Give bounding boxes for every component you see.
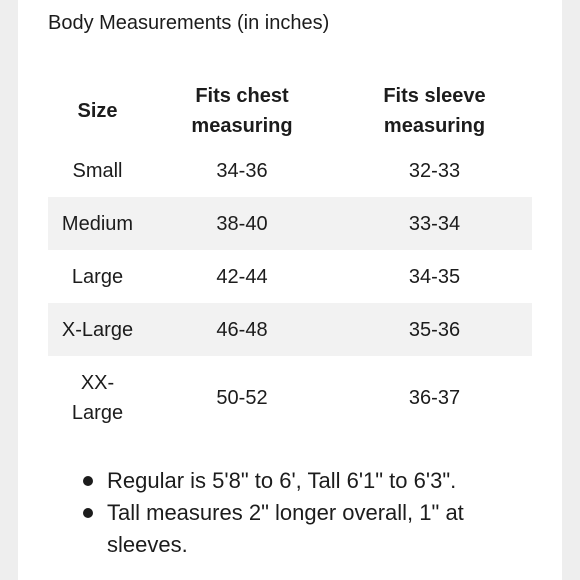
table-header-row	[48, 78, 532, 144]
chest-cell: 34-36	[216, 159, 268, 182]
chest-cell: 46-48	[147, 303, 337, 356]
chest-cell: 38-40	[147, 197, 337, 250]
column-header-chest: Fits chest measuring	[191, 85, 293, 137]
note-text: Tall measures 2" longer overall, 1" at sleeves.	[107, 500, 464, 557]
sleeve-cell: 33-34	[337, 197, 532, 250]
size-cell: XX-Large	[71, 372, 124, 424]
column-header-size: Size	[77, 100, 118, 122]
table-row	[48, 250, 532, 303]
chart-title: Body Measurements (in inches)	[48, 12, 330, 34]
column-header-sleeve: Fits sleeve measuring	[383, 85, 486, 137]
note-text: Regular is 5'8" to 6', Tall 6'1" to 6'3".	[107, 468, 457, 493]
table-row	[48, 356, 532, 440]
sleeve-cell: 36-37	[408, 387, 461, 409]
sleeve-cell: 34-35	[408, 265, 461, 288]
size-cell: Small	[72, 159, 123, 182]
list-item	[78, 497, 498, 561]
bullet-icon	[83, 476, 93, 486]
chest-cell: 42-44	[216, 265, 268, 288]
table-row	[48, 197, 532, 250]
chest-cell: 50-52	[216, 387, 268, 409]
table-row	[48, 144, 532, 197]
fit-notes-list	[78, 465, 498, 561]
list-item	[78, 465, 498, 497]
bullet-icon	[83, 508, 93, 518]
size-table	[48, 78, 532, 440]
sleeve-cell: 35-36	[337, 303, 532, 356]
size-chart-card	[18, 0, 562, 580]
size-cell: Medium	[48, 197, 147, 250]
size-cell: X-Large	[48, 303, 147, 356]
table-row	[48, 303, 532, 356]
size-cell: Large	[71, 265, 124, 288]
sleeve-cell: 32-33	[408, 159, 461, 182]
